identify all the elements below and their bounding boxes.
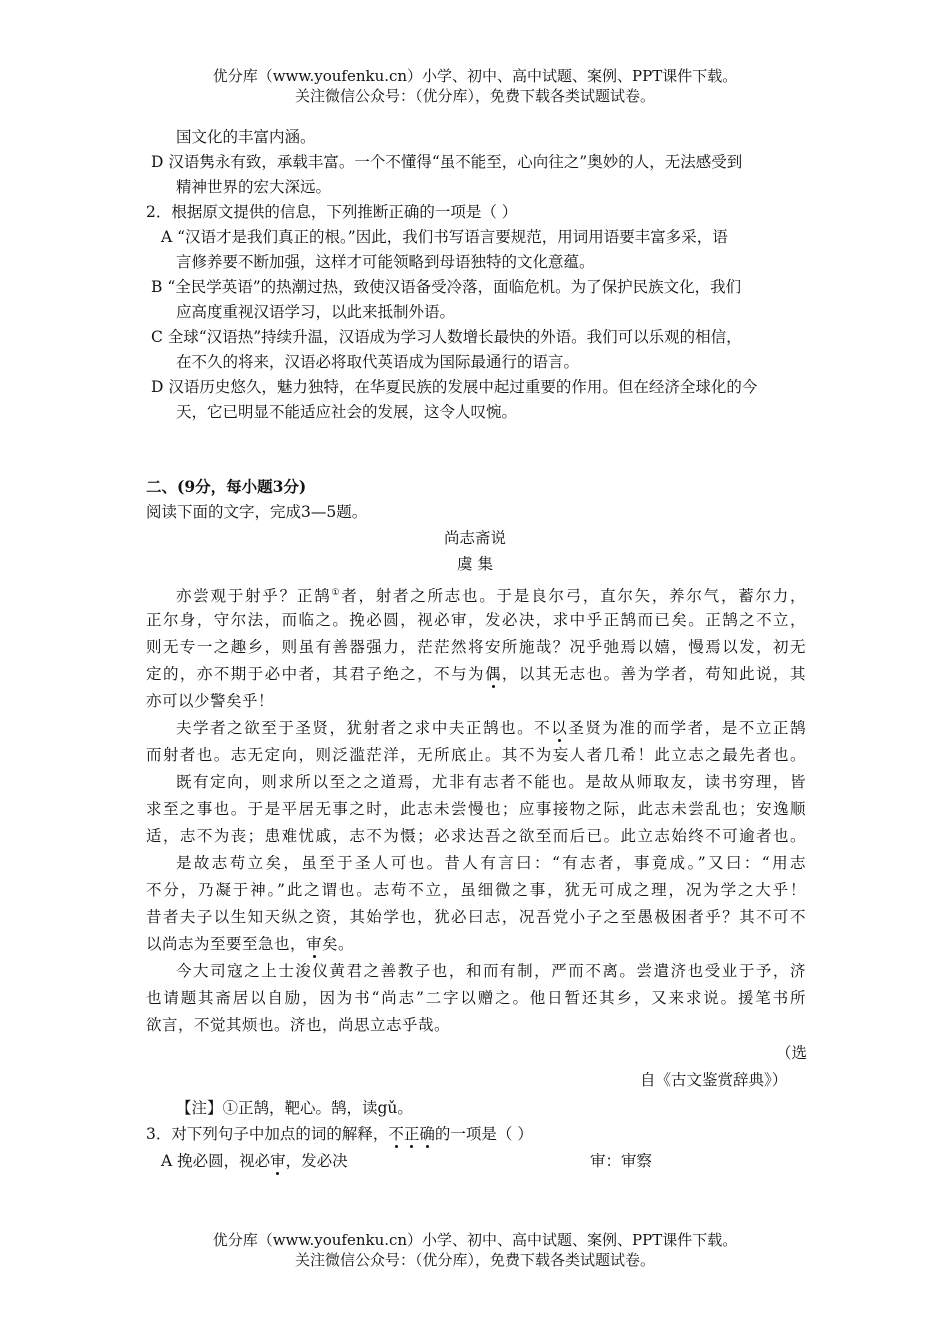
p3-line2: 求至之事也。于是平居无事之时，此志未尝慢也；应事接物之际，此志未尝乱也；安逸顺: [146, 800, 806, 818]
p4-line3: 昔者夫子以生知天纵之资，其始学也，犹必曰志，况吾党小子之至愚极困者乎？其不可不: [146, 908, 806, 926]
p3-line3: 适，志不为丧；患难忧戚，志不为慑；必求达吾之欲至而后已。此立志始终不可逾者也。: [146, 827, 806, 845]
q3-option-a-sentence: A 挽必圆，视必审，发必决: [161, 1152, 348, 1170]
p1-line5: 亦可以少警矣乎！: [146, 692, 275, 710]
dotted-char: 不: [388, 1125, 404, 1143]
p5-line3: 欲言，不觉其烦也。济也，尚思立志乎哉。: [146, 1016, 451, 1034]
p1-line4: 定的，亦不期于必中者，其君子绝之，不与为偶，以其无志也。善为学者，苟知此说，其: [146, 665, 806, 683]
q2-stem: 2．根据原文提供的信息，下列推断正确的一项是（ ）: [146, 203, 518, 221]
dotted-phrase-bu-zheng-que: [388, 1125, 435, 1143]
q2-option-a-line2: 言修养要不断加强，这样才可能领略到母语独特的文化意蕴。: [176, 253, 595, 271]
footnote: 【注】①正鹄，靶心。鹄，读gǔ。: [176, 1099, 413, 1117]
dotted-word-shen: 审: [306, 935, 323, 953]
q3-stem: 3．对下列句子中加点的词的解释，不正确的一项是（ ）: [146, 1125, 533, 1143]
q1-option-d-line1: D 汉语隽永有致，承载丰富。一个不懂得“虽不能至，心向往之”奥妙的人，无法感受到: [151, 153, 743, 171]
footnote-marker: ①: [331, 588, 342, 598]
q3-option-a-explanation: 审：审察: [590, 1152, 653, 1170]
dotted-char: 确: [419, 1125, 435, 1143]
q1-option-d-line2: 精神世界的宏大深远。: [176, 178, 332, 196]
passage-author: 虞 集: [457, 555, 493, 573]
q1-continuation: 国文化的丰富内涵。: [176, 128, 316, 146]
header-line-1: 优分库（www.youfenku.cn）小学、初中、高中试题、案例、PPT课件下载。: [212, 67, 738, 85]
p2-line1: 夫学者之欲至于圣贤，犹射者之求中夫正鹄也。不以圣贤为准的而学者，是不立正鹄: [176, 719, 806, 737]
passage-title: 尚志斋说: [443, 529, 506, 547]
p5-line2: 也请题其斋居以自励，因为书“尚志”二字以赠之。他日暂还其乡，又来求说。援笔书所: [146, 989, 806, 1007]
header-line-2: 关注微信公众号：（优分库），免费下载各类试题试卷。: [294, 87, 655, 105]
q2-option-b-line1: B “全民学英语”的热潮过热，致使汉语备受冷落，面临危机。为了保护民族文化，我们: [151, 278, 742, 296]
dotted-word-ou: 偶: [484, 665, 502, 683]
dotted-char: 正: [403, 1125, 420, 1143]
q2-option-d-line1: D 汉语历史悠久，魅力独特，在华夏民族的发展中起过重要的作用。但在经济全球化的今: [151, 378, 758, 396]
section-heading: 二、(9分，每小题3分): [146, 477, 307, 496]
p4-line2: 不分，乃凝于神。”此之谓也。志苟不立，虽细微之事，犹无可成之理，况为学之大乎！: [146, 881, 806, 899]
footer-line-2: 关注微信公众号：（优分库），免费下载各类试题试卷。: [294, 1251, 655, 1269]
q2-option-c-line1: C 全球“汉语热”持续升温，汉语成为学习人数增长最快的外语。我们可以乐观的相信，: [151, 328, 742, 346]
q2-option-c-line2: 在不久的将来，汉语必将取代英语成为国际最通行的语言。: [176, 353, 580, 371]
footer-line-1: 优分库（www.youfenku.cn）小学、初中、高中试题、案例、PPT课件下载。: [212, 1231, 738, 1249]
q2-option-a-line1: A “汉语才是我们真正的根。”因此，我们书写语言要规范，用词用语要丰富多采，语: [161, 228, 728, 246]
p3-line1: 既有定向，则求所以至之之道焉，尤非有志者不能也。是故从师取友，读书穷理，皆: [176, 773, 806, 791]
q2-option-b-line2: 应高度重视汉语学习，以此来抵制外语。: [176, 303, 456, 321]
source-line2: 自《古文鉴赏辞典》）: [640, 1071, 788, 1089]
p5-line1: 今大司寇之上士浚仪黄君之善教子也，和而有制，严而不离。尝遣济也受业于予，济: [176, 962, 806, 980]
p4-line4: 以尚志为至要至急也，审矣。: [146, 935, 355, 953]
source-line1: （选: [776, 1044, 808, 1062]
p4-line1: 是故志苟立矣，虽至于圣人可也。昔人有言曰：“有志者，事竟成。”又曰：“用志: [176, 854, 806, 872]
p2-line2: 而射者也。志无定向，则泛滥茫洋，无所底止。其不为妄人者几希！此立志之最先者也。: [146, 746, 806, 764]
p1-line1: 亦尝观于射乎？正鹄①者，射者之所志也。于是良尔弓，直尔矢，养尔气，蓄尔力，: [176, 587, 806, 606]
q2-option-d-line2: 天，它已明显不能适应社会的发展，这令人叹惋。: [176, 403, 518, 421]
p1-line2: 正尔身，守尔法，而临之。挽必圆，视必审，发必决，求中乎正鹄而已矣。正鹄之不立，: [146, 611, 806, 629]
dotted-word-shen-q3: 审: [270, 1152, 286, 1170]
section-instruction: 阅读下面的文字，完成3—5题。: [146, 503, 368, 521]
p1-line3: 则无专一之趣乡，则虽有善器强力，茫茫然将安所施哉？况乎弛焉以嬉，慢焉以发，初无: [146, 638, 806, 656]
dotted-word-yi: 以: [551, 719, 569, 737]
